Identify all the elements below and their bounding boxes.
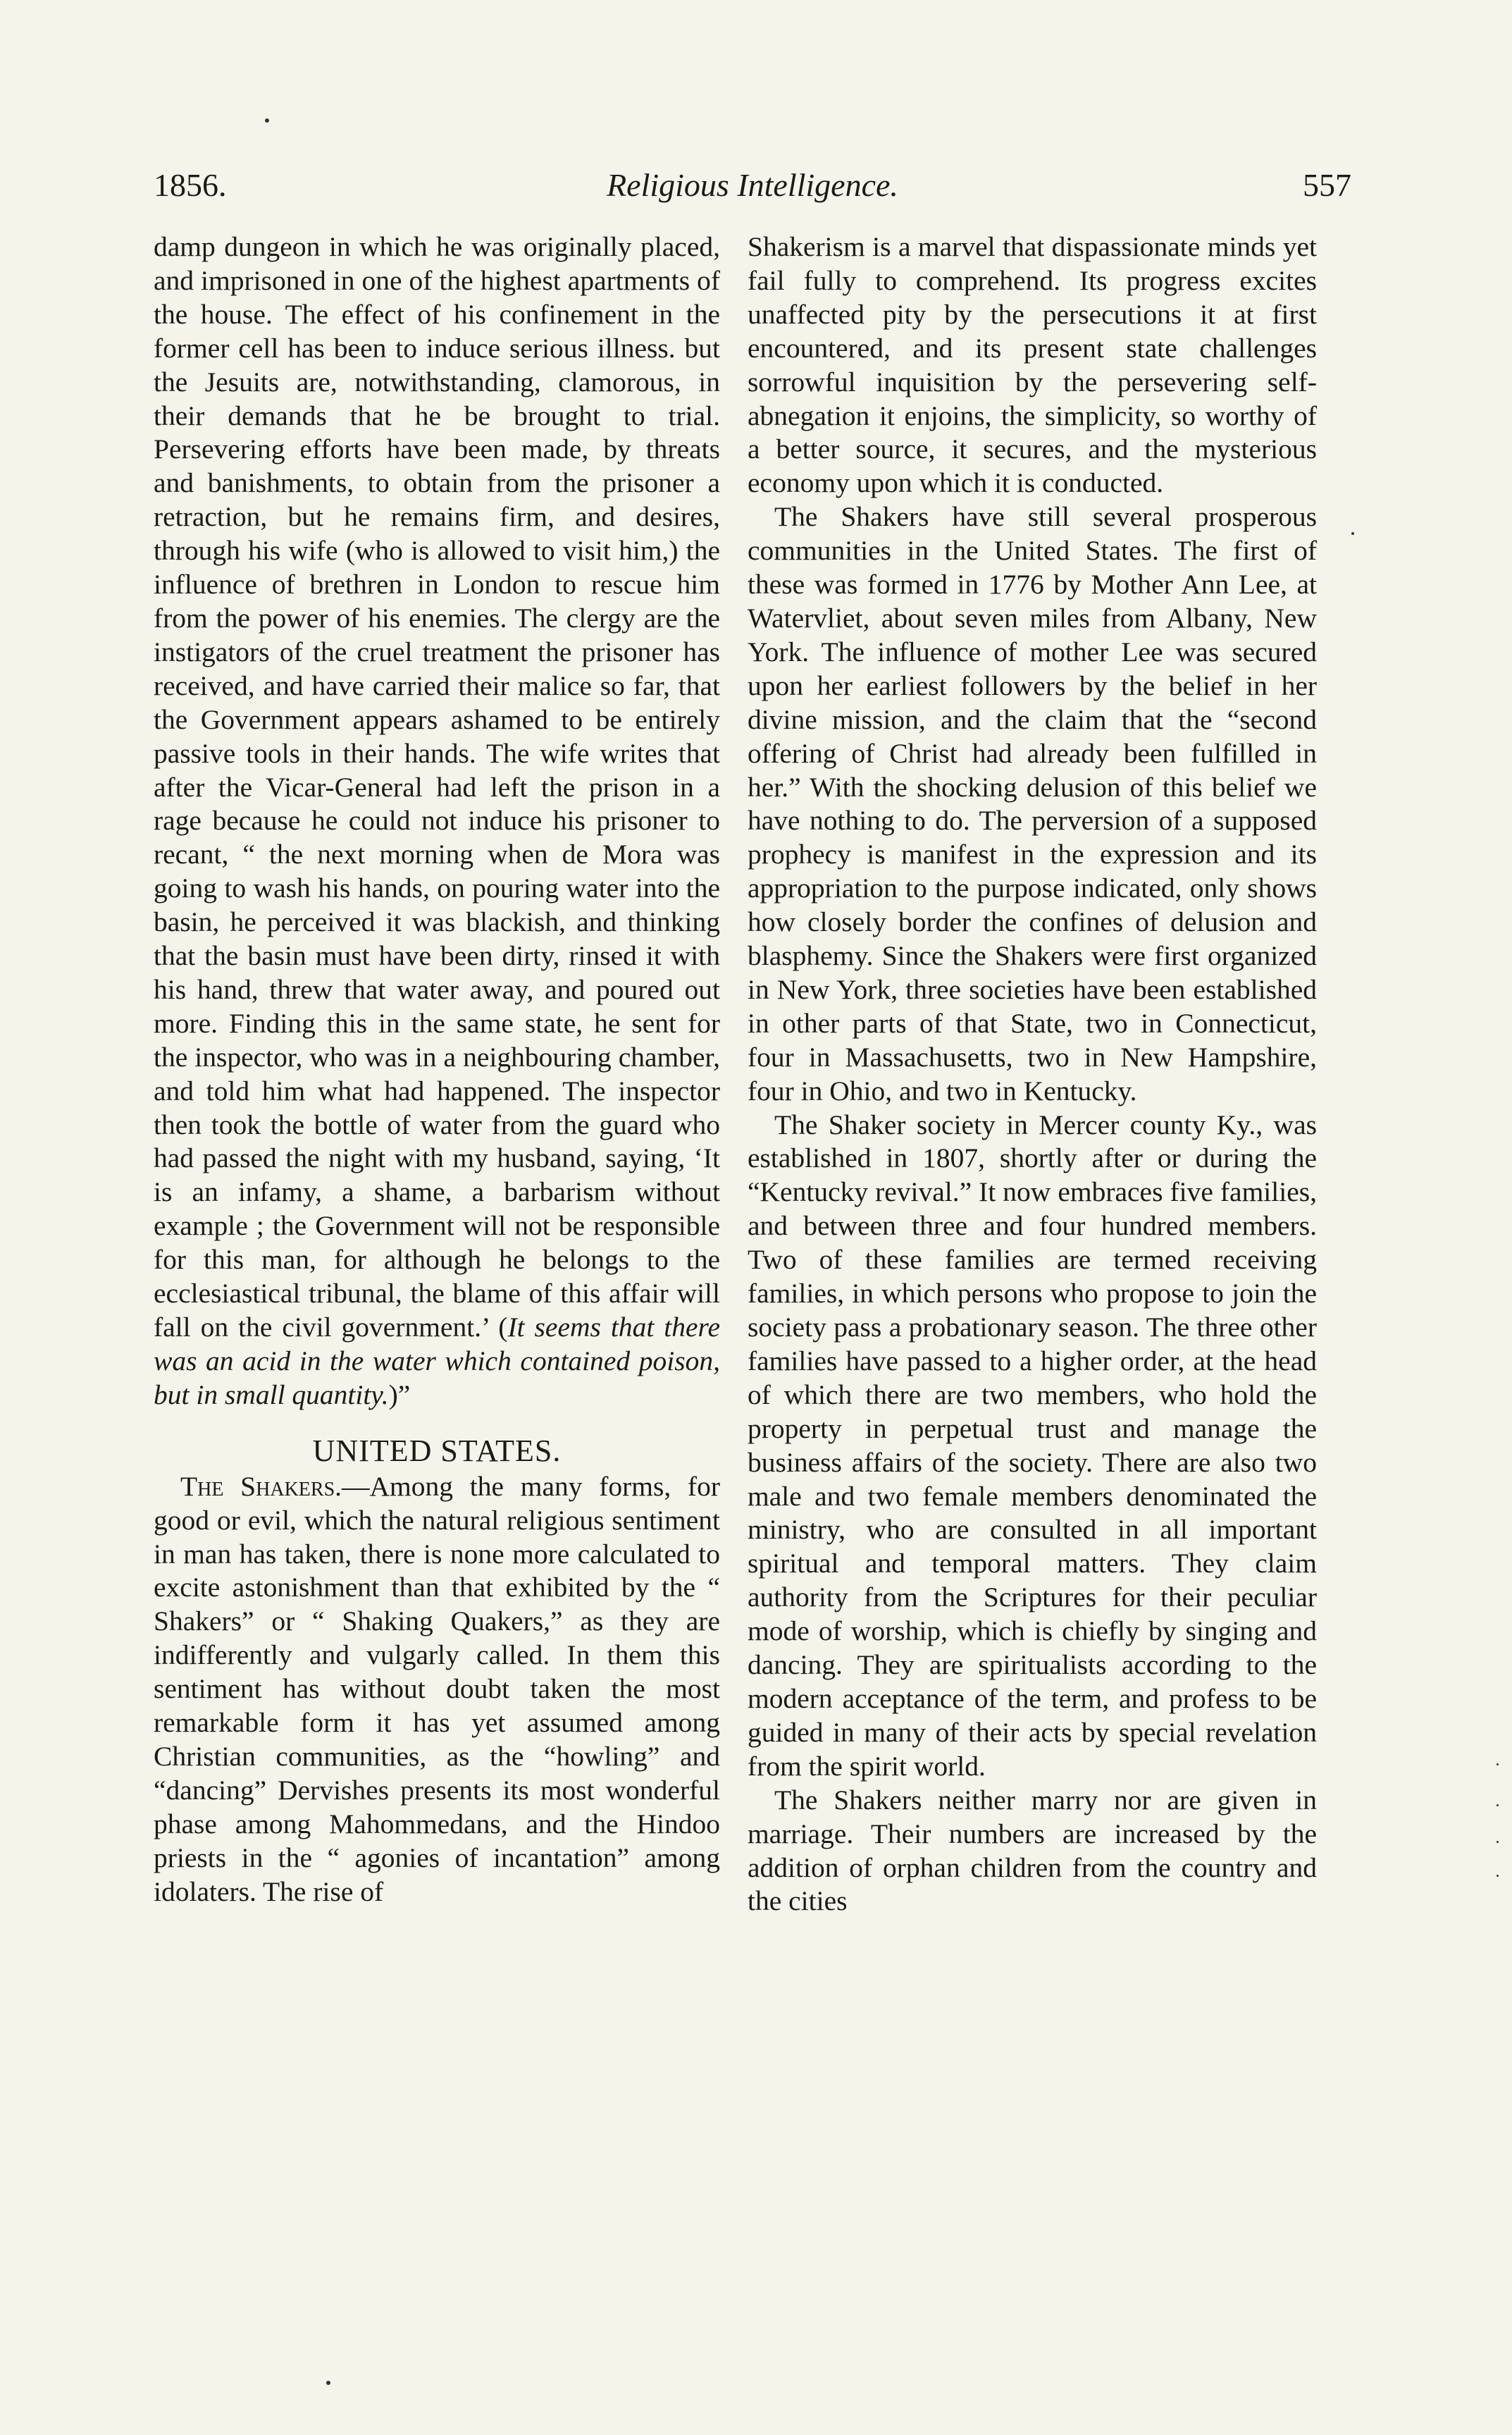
section-heading: UNITED STATES. (312, 1433, 562, 1468)
paragraph-de-mora-imprisonment (154, 230, 720, 1412)
paragraph-shakers-intro (154, 1470, 720, 1909)
ink-speck (1496, 1763, 1499, 1765)
ink-speck (265, 118, 269, 123)
running-head (154, 161, 1351, 210)
paragraph-lead: The Shakers. (180, 1470, 342, 1502)
running-head-title: Religious Intelligence. (607, 167, 898, 203)
left-column (154, 230, 720, 1909)
ink-speck (1496, 1841, 1499, 1843)
ink-speck (1351, 532, 1354, 535)
running-head-year: 1856. (154, 167, 227, 203)
paragraph-mercer-county: The Shaker society in Mercer county Ky., was established in 1807, shortly after or during the “Kentucky revival.” It now embraces five families, and between three and four hundred members. Two of these families are termed receiving families, in which persons who propose to join the society pass a probationary season. The three other families have passed to a higher order, at the head of which there are two members, who hold the property in perpetual trust and manage the business affairs of the society. There are also two male and two female members denominated the ministry, who are consulted in all important spiritual and temporal matters. They claim authority from the Scriptures for their peculiar mode of worship, which is chiefly by singing and dancing. They are spiritualists according to the modern acceptance of the term, and profess to be guided in many of their acts by special revelation from the spirit world. (748, 1109, 1317, 1782)
paragraph-communities: The Shakers have still several prosperous communities in the United States. The first of these was formed in 1776 by Mother Ann Lee, at Watervliet, about seven miles from Albany, New York. The influence of mother Lee was secured upon her earliest followers by the belief in her divine mission, and the claim that the “second offering of Christ had already been fulfilled in her.” With the shocking delusion of this belief we have nothing to do. The perversion of a supposed prophecy is manifest in the expression and its appropriation to the purpose indicated, only shows how closely border the confines of delusion and blasphemy. Since the Shakers were first organized in New York, three societies have been established in other parts of that State, two in Connecticut, four in Massachusetts, two in New Hampshire, four in Ohio, and two in Kentucky. (748, 501, 1317, 1106)
ink-speck (1496, 1804, 1499, 1806)
right-column (748, 230, 1317, 1918)
paragraph-shakerism: Shakerism is a marvel that dispassionate minds yet fail fully to comprehend. Its progress excites unaffected pity by the persecutions it at first encountered, and its present state challenges sorrowful inquisition by the persevering self-abnegation it enjoins, the simplicity, so worthy of a better source, it secures, and the mysterious economy upon which it is conducted. (748, 231, 1317, 499)
ink-speck (1496, 1875, 1499, 1877)
italic-aside: It seems that there was an acid in the water which contained poison, but in small quantity. (154, 1312, 720, 1410)
paragraph-text: damp dungeon in which he was originally placed, and imprisoned in one of the highest apartments of the house. The effect of his confinement in the former cell has been to induce serious illness. but the Jesuits are, notwithstanding, clamorous, in their demands that he be brought to trial. Persevering efforts have been made, by threats and banishments, to obtain from the prisoner a retraction, but he remains firm, and desires, through his wife (who is allowed to visit him,) the influence of brethren in London to rescue him from the power of his enemies. The clergy are the instigators of the cruel treatment the prisoner has received, and have carried their malice so far, that the Government appears ashamed to be entirely passive tools in their hands. The wife writes that after the Vicar-General had left the prison in a rage because he could not induce his prisoner to recant, “ the next morning when de Mora was going to wash his hands, on pouring water into the basin, he perceived it was blackish, and thinking that the basin must have been dirty, rinsed it with his hand, threw that water away, and poured out more. Finding this in the same state, he sent for the inspector, who was in a neighbouring chamber, and told him what had happened. The inspector then took the bottle of water from the guard who had passed the night with my husband, saying, ‘It is an infamy, a shame, a barbarism without example ; the Government will not be responsible for this man, for although he belongs to the ecclesiastical tribunal, the blame of this affair will fall on the civil government.’ ( (154, 231, 720, 1343)
page-number: 557 (1303, 167, 1351, 203)
closing-quote: )” (388, 1379, 411, 1410)
paragraph-text: —Among the many forms, for good or evil, which the natural religious sentiment in man has taken, there is none more calculated to excite astonishment than that exhibited by the “ Shakers” or “ Shaking Quakers,” as they are indifferently and vulgarly called. In them this sentiment has without doubt taken the most remarkable form it has yet assumed among Christian communities, as the “howling” and “dancing” Dervishes presents its most wonderful phase among Mahommedans, and the Hindoo priests in the “ agonies of incantation” among idolaters. The rise of (154, 1470, 720, 1907)
paragraph-marriage: The Shakers neither marry nor are given in marriage. Their numbers are increased by the addition of orphan children from the country and the cities (748, 1784, 1317, 1917)
ink-speck (326, 2381, 330, 2385)
